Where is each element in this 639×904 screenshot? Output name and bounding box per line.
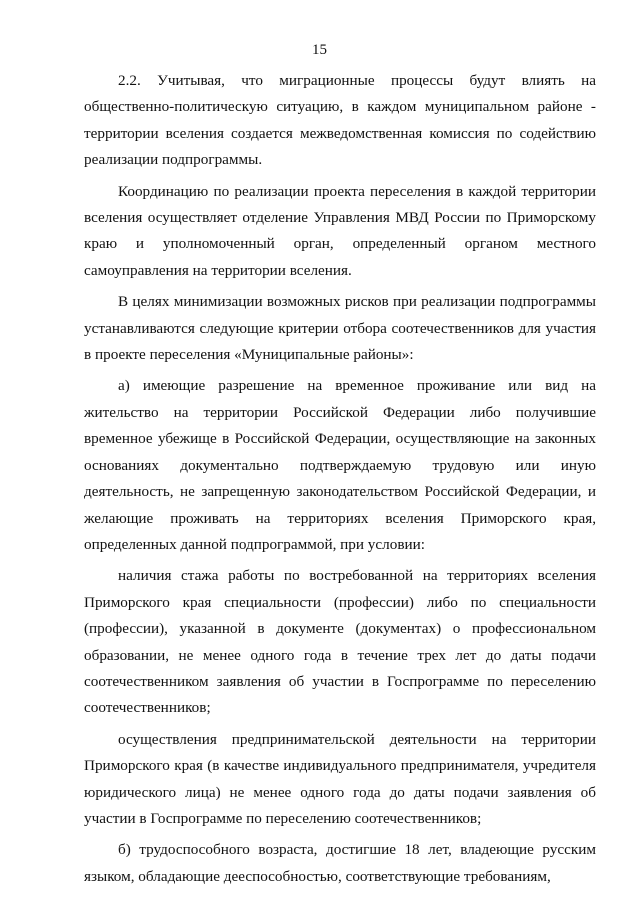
document-body (84, 68, 596, 890)
paragraph-work-experience: наличия стажа работы по востребованной на территориях вселения Приморского края специальности (профессии) либо по специальности (профессии), указанной в документе (документах) о профессиональном образовании, не менее одного года в течение трех лет до даты подачи соотечественником заявления об участии в Госпрограмме по переселению соотечественников; (84, 567, 596, 717)
page-number: 15 (312, 42, 327, 58)
paragraph-selection-criteria: В целях минимизации возможных рисков при реализации подпрограммы устанавливаются следующие критерии отбора соотечественников для участия в проекте переселения «Муниципальные районы»: (84, 293, 596, 364)
paragraph-coordination: Координацию по реализации проекта переселения в каждой территории вселения осуществляет отделение Управления МВД России по Приморскому краю и уполномоченный орган, определенный органом местного самоуправления на территории вселения. (84, 182, 596, 279)
paragraph-commission: 2.2. Учитывая, что миграционные процессы будут влиять на общественно-политическую ситуацию, в каждом муниципальном районе - территории вселения создается межведомственная комиссия по содействию реализации подпрограммы. (84, 72, 596, 169)
paragraph-criterion-b: б) трудоспособного возраста, достигшие 18 лет, владеющие русским языком, обладающие дееспособностью, соответствующие требованиям, (84, 841, 596, 885)
paragraph-criterion-a: а) имеющие разрешение на временное проживание или вид на жительство на территории Российской Федерации либо получившие временное убежище в Российской Федерации, осуществляющие на законных основаниях документально подтверждаемую трудовую или иную деятельность, не запрещенную законодательством Российской Федерации, и желающие проживать на территориях вселения Приморского края, определенных данной подпрограммой, при условии: (84, 377, 596, 553)
paragraph-entrepreneurship: осуществления предпринимательской деятельности на территории Приморского края (в качестве индивидуального предпринимателя, учредителя юридического лица) не менее одного года до даты подачи заявления об участии в Госпрограмме по переселению соотечественников; (84, 730, 596, 827)
